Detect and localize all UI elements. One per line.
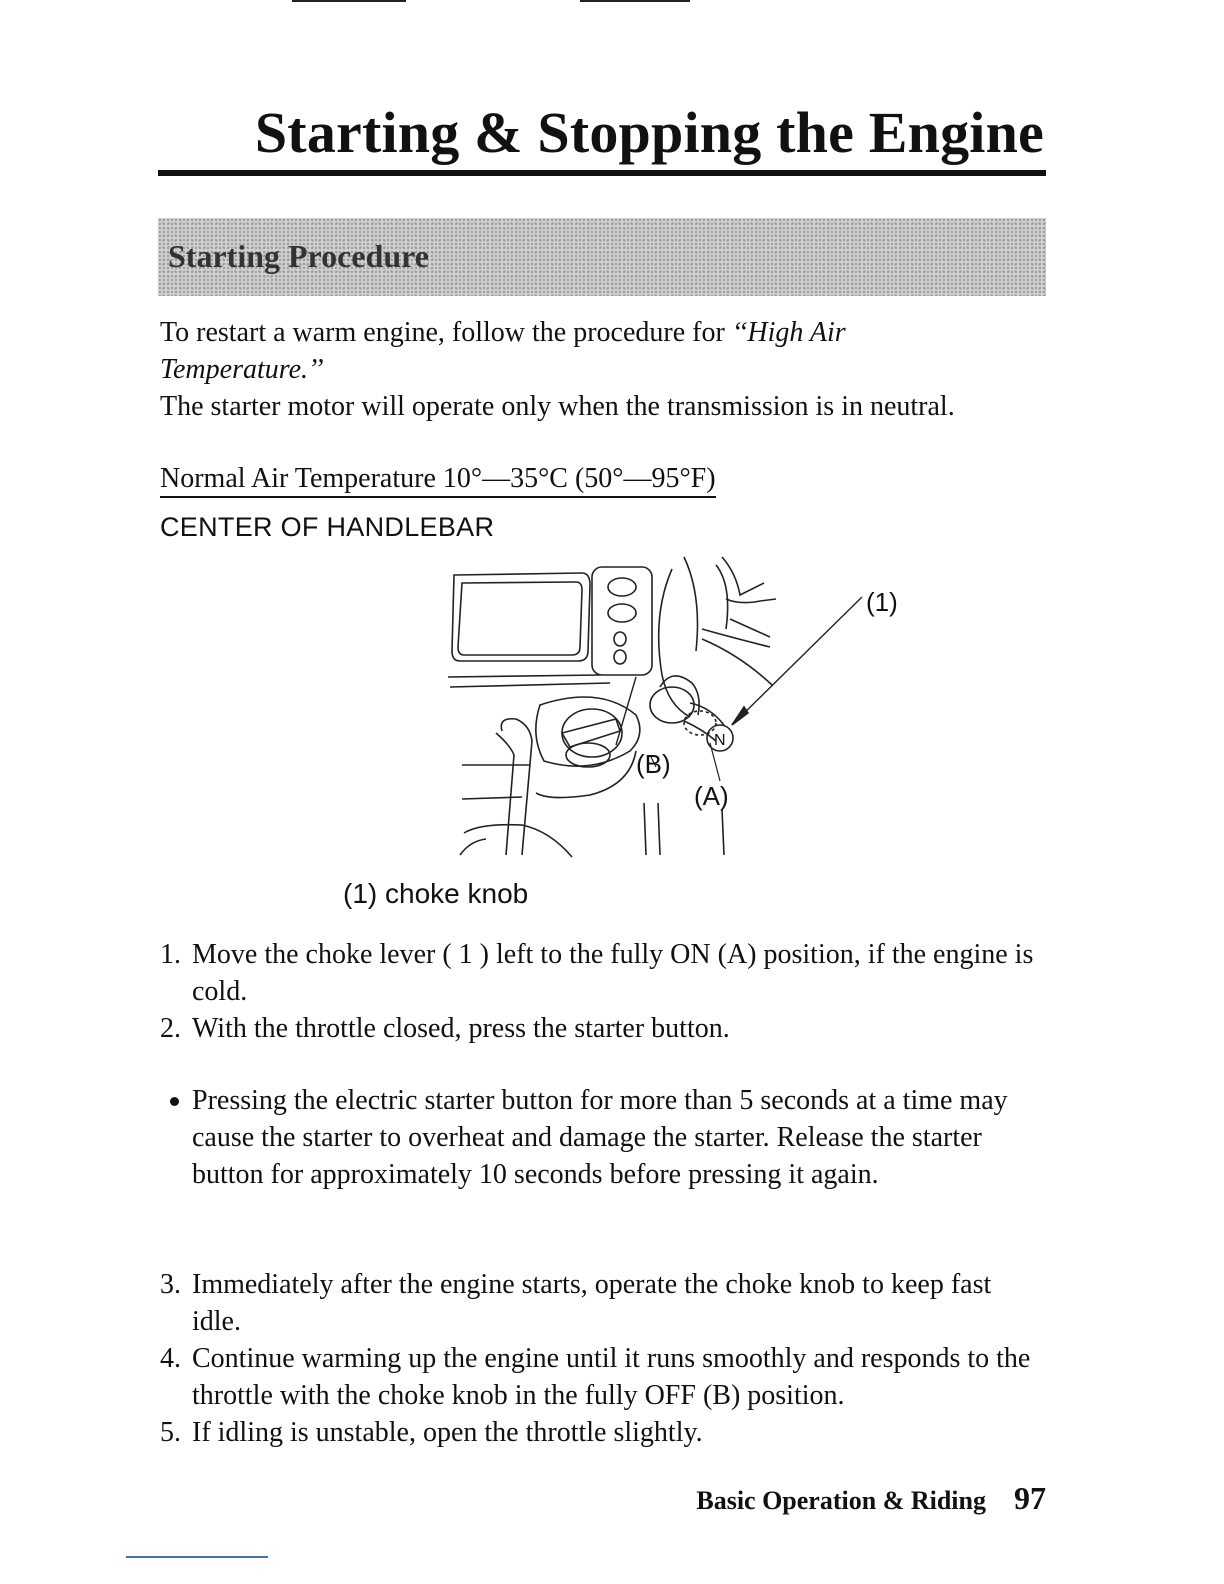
list-item: 1. Move the choke lever ( 1 ) left to the fully ON (A) position, if the engine is cold. xyxy=(160,939,1034,1007)
bottom-edge-rule xyxy=(126,1556,268,1558)
top-edge-rule-right xyxy=(580,0,690,2)
top-edge-rule-left xyxy=(292,0,406,2)
callout-a: (A) xyxy=(694,781,729,811)
list-item: 3. Immediately after the engine starts, operate the choke knob to keep fast idle. xyxy=(160,1269,992,1337)
list-item: 2. With the throttle closed, press the starter button. xyxy=(160,1013,730,1044)
intro-line-3: The starter motor will operate only when the transmission is in neutral. xyxy=(160,391,955,422)
footer-section-title: Basic Operation & Riding xyxy=(696,1486,986,1515)
title-underline xyxy=(158,170,1046,176)
list-item: 5. If idling is unstable, open the throttle slightly. xyxy=(160,1417,703,1448)
section-banner-label: Starting Procedure xyxy=(168,238,429,274)
steps-list-1 xyxy=(160,936,1040,1047)
intro-paragraph xyxy=(160,314,1060,425)
page-title: Starting & Stopping the Engine xyxy=(254,100,1044,165)
temperature-subheading: Normal Air Temperature 10°—35°C (50°—95°F) xyxy=(160,462,716,498)
figure-caption: (1) choke knob xyxy=(343,878,529,909)
list-item: 4. Continue warming up the engine until it runs smoothly and responds to the throttle with the choke knob in the fully OFF (B) position. xyxy=(160,1343,1031,1411)
handlebar-illustration xyxy=(440,555,920,870)
steps-list-2 xyxy=(160,1266,1040,1451)
intro-line-2: Temperature.’’ xyxy=(160,354,324,385)
callout-b: (B) xyxy=(636,749,671,779)
page-footer xyxy=(696,1480,1046,1517)
bullet-icon xyxy=(170,1097,179,1106)
page-number: 97 xyxy=(1014,1480,1046,1516)
note-bullet: Pressing the electric starter button for more than 5 seconds at a time may cause the starter to overheat and damage the starter. Release the starter button for approximately 10 seconds before pressing it again. xyxy=(160,1082,1040,1193)
neutral-indicator: N xyxy=(714,732,726,749)
section-banner xyxy=(158,218,1046,296)
figure-heading: CENTER OF HANDLEBAR xyxy=(160,512,495,542)
caution-note xyxy=(160,1082,1040,1193)
intro-line-1: To restart a warm engine, follow the procedure for ‘‘High Air xyxy=(160,317,846,348)
callout-1: (1) xyxy=(866,587,898,617)
